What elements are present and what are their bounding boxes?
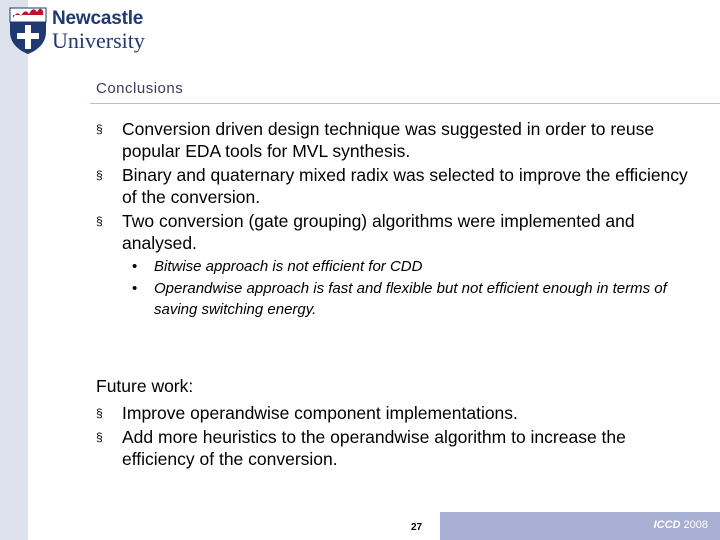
footer-text <box>654 519 708 531</box>
title-divider <box>90 103 720 104</box>
sub-bullet-text: Operandwise approach is fast and flexible but not efficient enough in terms of saving switching energy. <box>154 280 667 318</box>
sub-list-item <box>96 256 696 277</box>
page-number: 27 <box>411 522 423 533</box>
logo-line-2: University <box>52 28 145 53</box>
bullet-text: Add more heuristics to the operandwise algorithm to increase the efficiency of the conversion. <box>122 427 626 469</box>
sub-bullet-marker: • <box>132 280 138 297</box>
university-logo <box>8 6 158 58</box>
bullet-marker: § <box>96 406 103 420</box>
sub-bullet-text: Bitwise approach is not efficient for CDD <box>154 258 423 275</box>
crest-icon <box>8 6 48 56</box>
bullet-marker: § <box>96 168 103 182</box>
bullet-text: Conversion driven design technique was suggested in order to reuse popular EDA tools for MVL synthesis. <box>122 119 655 161</box>
future-work-list <box>96 402 696 472</box>
sub-bullet-marker: • <box>132 258 138 275</box>
bullet-marker: § <box>96 430 103 444</box>
slide-title: Conclusions <box>96 80 184 97</box>
bullet-text: Improve operandwise component implementations. <box>122 403 518 423</box>
bullet-text: Two conversion (gate grouping) algorithms were implemented and analysed. <box>122 211 635 253</box>
list-item <box>96 426 696 470</box>
bullet-text: Binary and quaternary mixed radix was selected to improve the efficiency of the conversion. <box>122 165 688 207</box>
list-item <box>96 164 696 208</box>
future-work-heading: Future work: <box>96 376 194 396</box>
conference-name: ICCD <box>653 519 681 531</box>
list-item <box>96 118 696 162</box>
bullet-marker: § <box>96 214 103 228</box>
left-decorative-strip <box>0 0 28 540</box>
conference-year: 2008 <box>683 519 708 531</box>
list-item <box>96 402 696 424</box>
bullet-marker: § <box>96 122 103 136</box>
conclusions-list <box>96 118 696 320</box>
list-item <box>96 210 696 254</box>
footer-banner <box>440 512 720 540</box>
sub-list-item <box>96 278 696 320</box>
logo-line-1: Newcastle <box>52 8 144 29</box>
